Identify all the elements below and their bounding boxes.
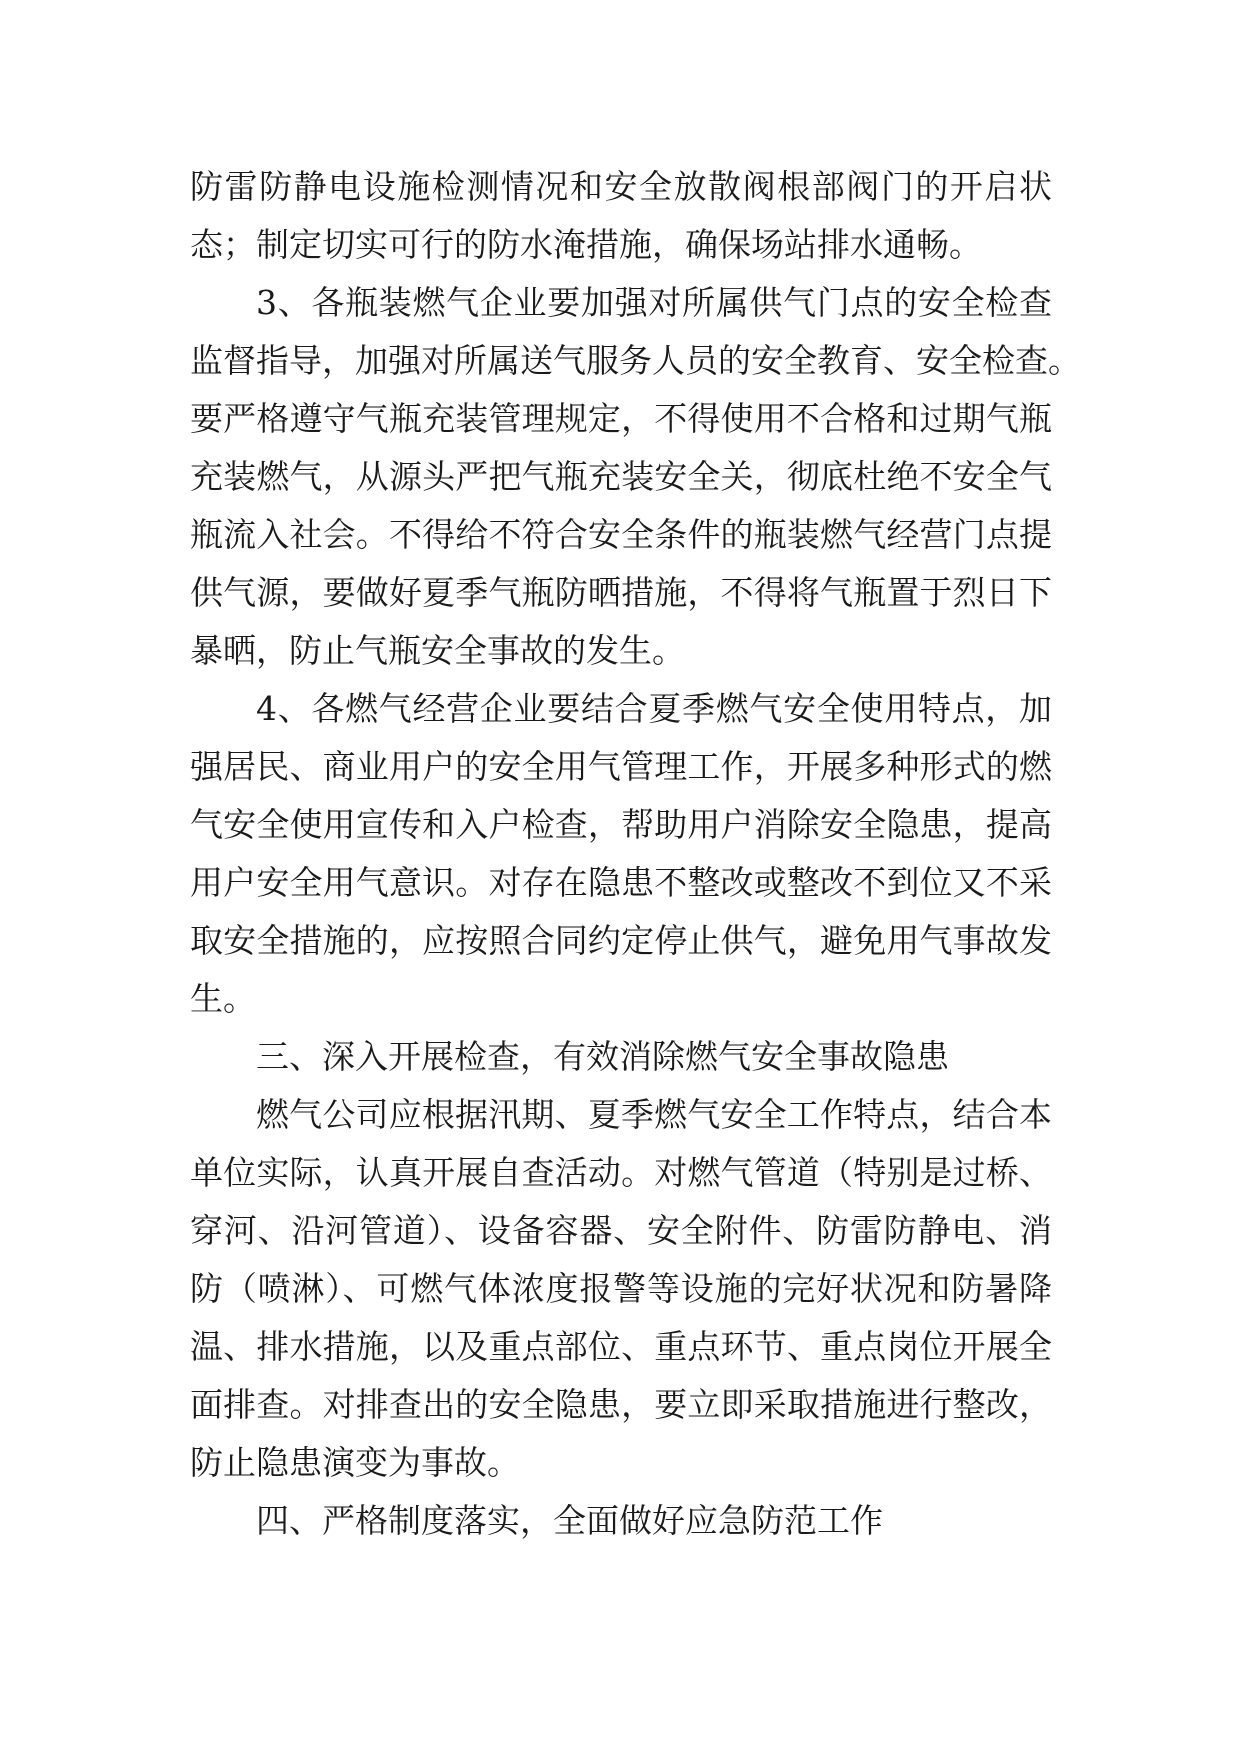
heading-text: 三、深入开展检查，有效消除燃气安全事故隐患 xyxy=(256,1037,949,1076)
section-heading-3 xyxy=(190,1028,1052,1086)
text-line: 生。 xyxy=(190,979,256,1018)
text-line: 3、各瓶装燃气企业要加强对所属供气门点的安全检查 xyxy=(256,283,1052,322)
paragraph-section-3-body xyxy=(190,1086,1052,1492)
text-line: 暴晒，防止气瓶安全事故的发生。 xyxy=(190,631,685,670)
text-line: 4、各燃气经营企业要结合夏季燃气安全使用特点，加 xyxy=(256,689,1052,728)
text-line: 瓶流入社会。不得给不符合安全条件的瓶装燃气经营门点提 xyxy=(190,515,1052,554)
section-heading-4 xyxy=(190,1492,1052,1550)
text-line: 防雷防静电设施检测情况和安全放散阀根部阀门的开启状 xyxy=(190,167,1052,206)
text-line: 强居民、商业用户的安全用气管理工作，开展多种形式的燃 xyxy=(190,747,1052,786)
text-line: 燃气公司应根据汛期、夏季燃气安全工作特点，结合本 xyxy=(256,1095,1052,1134)
text-line: 用户安全用气意识。对存在隐患不整改或整改不到位又不采 xyxy=(190,863,1052,902)
text-line: 监督指导，加强对所属送气服务人员的安全教育、安全检查。 xyxy=(190,341,1081,380)
text-line: 充装燃气，从源头严把气瓶充装安全关，彻底杜绝不安全气 xyxy=(190,457,1052,496)
text-line: 单位实际，认真开展自查活动。对燃气管道（特别是过桥、 xyxy=(190,1153,1052,1192)
text-line: 取安全措施的，应按照合同约定停止供气，避免用气事故发 xyxy=(190,921,1052,960)
text-line: 防止隐患演变为事故。 xyxy=(190,1443,520,1482)
text-line: 要严格遵守气瓶充装管理规定，不得使用不合格和过期气瓶 xyxy=(190,399,1052,438)
paragraph-item-4 xyxy=(190,680,1052,1028)
heading-text: 四、严格制度落实，全面做好应急防范工作 xyxy=(256,1501,883,1540)
text-line: 气安全使用宣传和入户检查，帮助用户消除安全隐患，提高 xyxy=(190,805,1052,844)
paragraph-continuation xyxy=(190,158,1052,274)
text-line: 穿河、沿河管道）、设备容器、安全附件、防雷防静电、消 xyxy=(190,1211,1052,1250)
text-line: 供气源，要做好夏季气瓶防晒措施，不得将气瓶置于烈日下 xyxy=(190,573,1052,612)
text-line: 面排查。对排查出的安全隐患，要立即采取措施进行整改， xyxy=(190,1385,1052,1424)
paragraph-item-3 xyxy=(190,274,1081,680)
document-body xyxy=(190,158,1081,1550)
text-line: 防（喷淋）、可燃气体浓度报警等设施的完好状况和防暑降 xyxy=(190,1269,1052,1308)
text-line: 态；制定切实可行的防水淹措施，确保场站排水通畅。 xyxy=(190,225,982,264)
text-line: 温、排水措施，以及重点部位、重点环节、重点岗位开展全 xyxy=(190,1327,1052,1366)
